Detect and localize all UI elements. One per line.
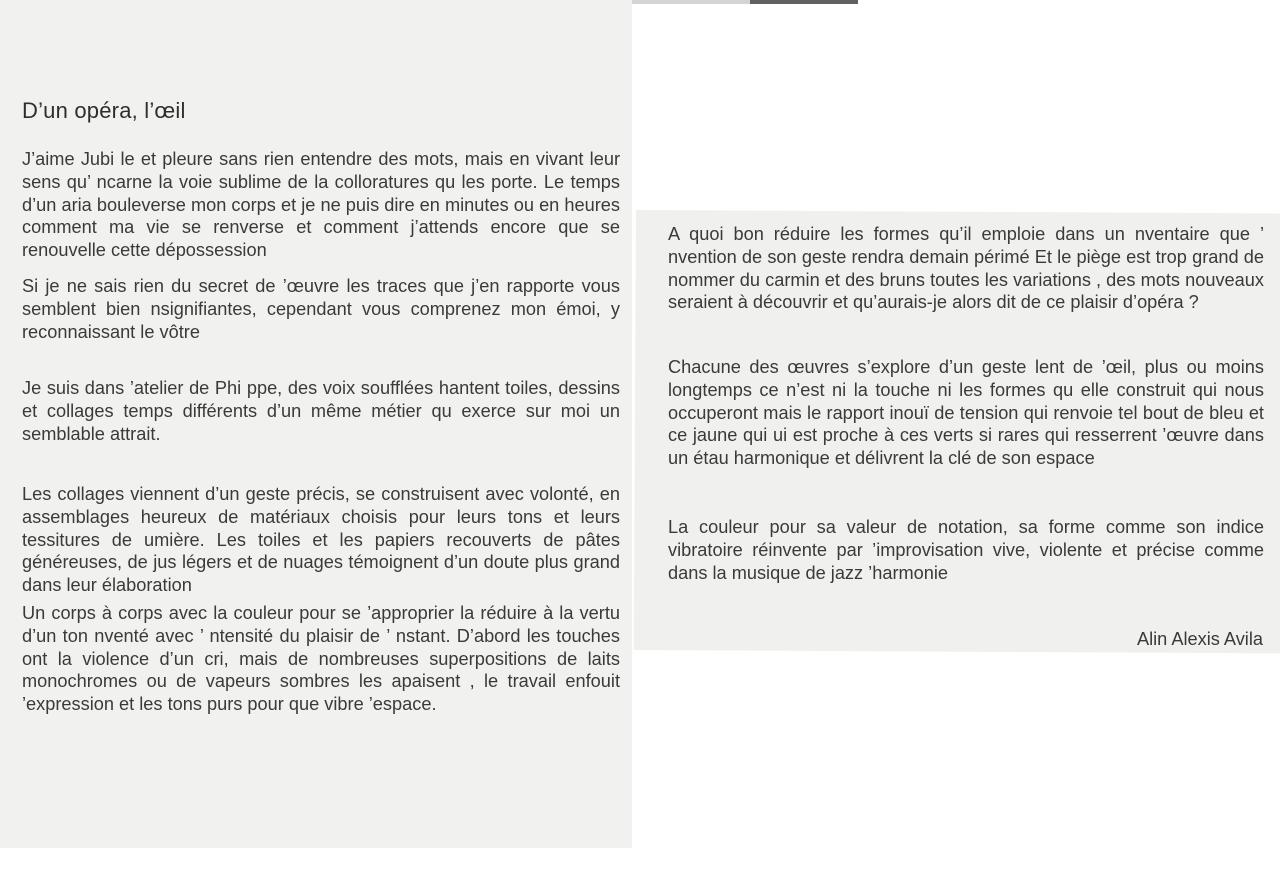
left-paragraph-3: Je suis dans ’atelier de Phi ppe, des voix soufflées hantent toiles, dessins et collages temps différents d’un même métier qu exerce sur moi un semblable attrait. [22,378,620,444]
scan-edge-light [632,0,750,4]
right-paragraph-1: A quoi bon réduire les formes qu’il emploie dans un nventaire que ’ nvention de son geste rendra demain périmé Et le piège est trop grand de nommer du carmin et des bruns toutes les variations , des mots nouveaux seraient à découvrir et qu’aurais-je alors dit de ce plaisir d’opéra ? [668,224,1264,313]
left-paragraph-2: Si je ne sais rien du secret de ’œuvre les traces que j’en rapporte vous semblent bien nsignifiantes, cependant vous comprenez mon émoi, y reconnaissant le vôtre [22,276,620,342]
left-paragraph-1: J’aime Jubi le et pleure sans rien entendre des mots, mais en vivant leur sens qu’ ncarne la voie sublime de la colloratures qu les porte. Le temps d’un aria bouleverse mon corps et je ne puis dire en minutes ou en heures comment ma vie se renverse et comment j’attends encore que se renouvelle cette dépossession [22,149,620,261]
left-paragraph-5: Un corps à corps avec la couleur pour se ’approprier la réduire à la vertu d’un ton nventé avec ’ ntensité du plaisir de ’ nstant. D’abord les touches ont la violence d’un cri, mais de nombreuses superpositions de laits monochromes ou de vapeurs sombres les apaisent , le travail enfouit ’expression et les tons purs pour que vibre ’espace. [22,603,620,715]
right-paragraph-2: Chacune des œuvres s’explore d’un geste lent de ’œil, plus ou moins longtemps ce n’est ni la touche ni les formes qu elle construit qui nous occuperont mais le rapport inouï de tension qui renvoie tel bout de bleu et ce jaune qui ui est proche à ces verts si rares qui resserrent ’œuvre dans un étau harmonique et délivrent la clé de son espace [668,357,1264,469]
right-paragraph-3: La couleur pour sa valeur de notation, sa forme comme son indice vibratoire réinvente par ’improvisation vive, violente et précise comme dans la musique de jazz ’harmonie [668,517,1264,583]
left-paragraph-4: Les collages viennent d’un geste précis, se construisent avec volonté, en assemblages heureux de matériaux choisis pour leurs tons et leurs tessitures de umière. Les toiles et les papiers recouverts de pâtes généreuses, de jus légers et de nuages témoignent d’un doute plus grand dans leur élaboration [22,484,620,596]
scan-edge-dark [750,0,858,4]
author-signature: Alin Alexis Avila [1136,629,1263,649]
article-title: D’un opéra, l’œil [22,98,186,123]
